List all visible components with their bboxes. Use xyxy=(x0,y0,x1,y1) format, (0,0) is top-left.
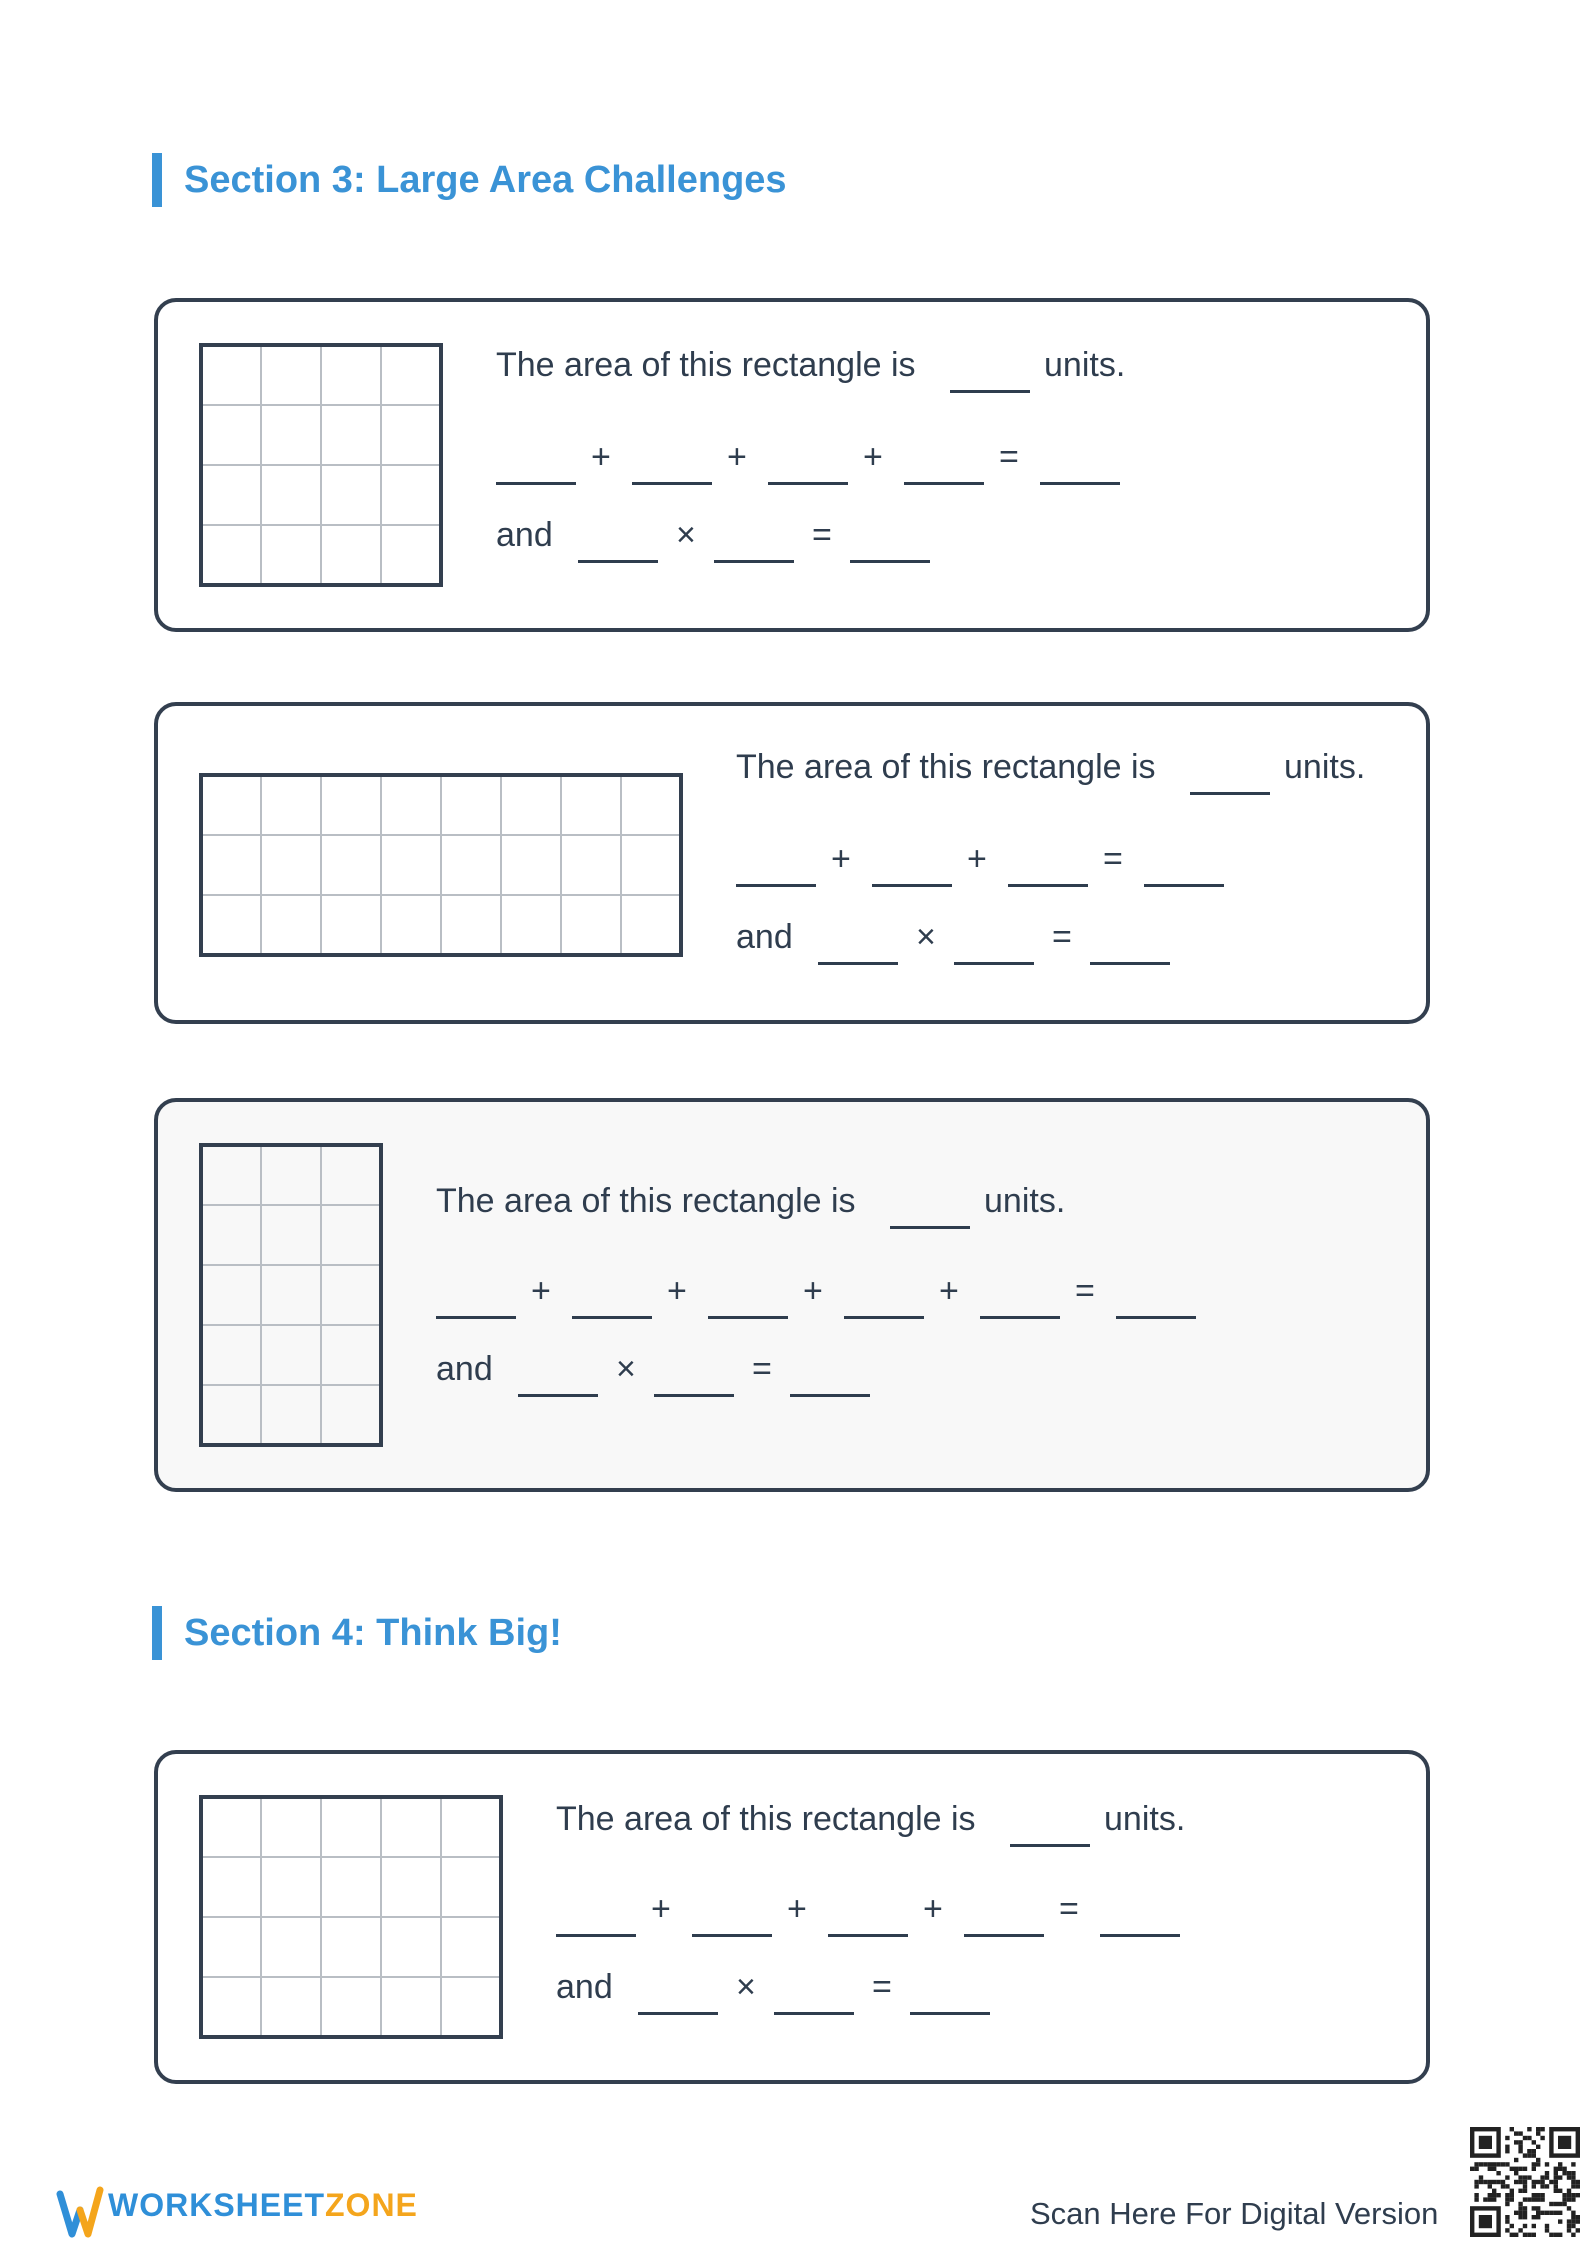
addend-blank[interactable] xyxy=(872,884,952,887)
addend-blank[interactable] xyxy=(556,1934,636,1937)
area-answer-blank[interactable] xyxy=(1190,792,1270,795)
problem-card-3 xyxy=(154,1098,1430,1492)
times-sign: × xyxy=(916,918,936,956)
plus-sign: + xyxy=(803,1272,823,1310)
addend-blank[interactable] xyxy=(980,1316,1060,1319)
factor-blank[interactable] xyxy=(954,962,1034,965)
product-blank[interactable] xyxy=(1090,962,1170,965)
area-answer-blank[interactable] xyxy=(950,390,1030,393)
factor-blank[interactable] xyxy=(774,2012,854,2015)
factor-blank[interactable] xyxy=(638,2012,718,2015)
plus-sign: + xyxy=(967,840,987,878)
sum-blank[interactable] xyxy=(1144,884,1224,887)
problem-card-1 xyxy=(154,298,1430,632)
equals-sign: = xyxy=(812,516,832,554)
plus-sign: + xyxy=(531,1272,551,1310)
equals-sign: = xyxy=(1059,1890,1079,1928)
addend-blank[interactable] xyxy=(828,1934,908,1937)
area-prefix: The area of this rectangle is xyxy=(436,1182,856,1220)
brand-name xyxy=(108,2187,418,2224)
addend-blank[interactable] xyxy=(708,1316,788,1319)
plus-sign: + xyxy=(727,438,747,476)
plus-sign: + xyxy=(667,1272,687,1310)
area-prefix: The area of this rectangle is xyxy=(556,1800,976,1838)
sum-blank[interactable] xyxy=(1116,1316,1196,1319)
addend-blank[interactable] xyxy=(572,1316,652,1319)
addend-blank[interactable] xyxy=(496,482,576,485)
product-blank[interactable] xyxy=(910,2012,990,2015)
area-suffix: units. xyxy=(1044,346,1126,384)
equals-sign: = xyxy=(1075,1272,1095,1310)
times-sign: × xyxy=(616,1350,636,1388)
problem-card-2 xyxy=(154,702,1430,1024)
brand-main: WORKSHEET xyxy=(108,2187,325,2223)
area-suffix: units. xyxy=(984,1182,1066,1220)
area-suffix: units. xyxy=(1104,1800,1186,1838)
section-4-title: Section 4: Think Big! xyxy=(152,1606,562,1660)
plus-sign: + xyxy=(787,1890,807,1928)
equals-sign: = xyxy=(1103,840,1123,878)
and-label: and xyxy=(436,1350,493,1388)
addend-blank[interactable] xyxy=(964,1934,1044,1937)
area-answer-blank[interactable] xyxy=(1010,1844,1090,1847)
area-prefix: The area of this rectangle is xyxy=(496,346,916,384)
area-answer-blank[interactable] xyxy=(890,1226,970,1229)
times-sign: × xyxy=(676,516,696,554)
and-label: and xyxy=(496,516,553,554)
equals-sign: = xyxy=(752,1350,772,1388)
times-sign: × xyxy=(736,1968,756,2006)
factor-blank[interactable] xyxy=(578,560,658,563)
plus-sign: + xyxy=(831,840,851,878)
plus-sign: + xyxy=(591,438,611,476)
plus-sign: + xyxy=(923,1890,943,1928)
plus-sign: + xyxy=(939,1272,959,1310)
addend-blank[interactable] xyxy=(844,1316,924,1319)
plus-sign: + xyxy=(651,1890,671,1928)
scan-caption: Scan Here For Digital Version xyxy=(1030,2196,1439,2231)
addend-blank[interactable] xyxy=(436,1316,516,1319)
brand-accent: ZONE xyxy=(325,2187,418,2223)
product-blank[interactable] xyxy=(850,560,930,563)
grid-rectangle-5x3 xyxy=(198,1142,384,1448)
factor-blank[interactable] xyxy=(654,1394,734,1397)
problem-card-4 xyxy=(154,1750,1430,2084)
plus-sign: + xyxy=(863,438,883,476)
and-label: and xyxy=(736,918,793,956)
area-prefix: The area of this rectangle is xyxy=(736,748,1156,786)
worksheetzone-logo-icon xyxy=(56,2180,104,2242)
equals-sign: = xyxy=(1052,918,1072,956)
qr-code-icon[interactable] xyxy=(1470,2127,1580,2237)
area-suffix: units. xyxy=(1284,748,1366,786)
section-3-title: Section 3: Large Area Challenges xyxy=(152,153,787,207)
equals-sign: = xyxy=(872,1968,892,2006)
grid-rectangle-3x8 xyxy=(198,772,684,958)
grid-rectangle-4x5 xyxy=(198,1794,504,2040)
addend-blank[interactable] xyxy=(904,482,984,485)
factor-blank[interactable] xyxy=(818,962,898,965)
addend-blank[interactable] xyxy=(1008,884,1088,887)
addend-blank[interactable] xyxy=(632,482,712,485)
addend-blank[interactable] xyxy=(768,482,848,485)
equals-sign: = xyxy=(999,438,1019,476)
addend-blank[interactable] xyxy=(692,1934,772,1937)
addend-blank[interactable] xyxy=(736,884,816,887)
factor-blank[interactable] xyxy=(518,1394,598,1397)
factor-blank[interactable] xyxy=(714,560,794,563)
sum-blank[interactable] xyxy=(1100,1934,1180,1937)
grid-rectangle-4x4 xyxy=(198,342,444,588)
product-blank[interactable] xyxy=(790,1394,870,1397)
sum-blank[interactable] xyxy=(1040,482,1120,485)
and-label: and xyxy=(556,1968,613,2006)
